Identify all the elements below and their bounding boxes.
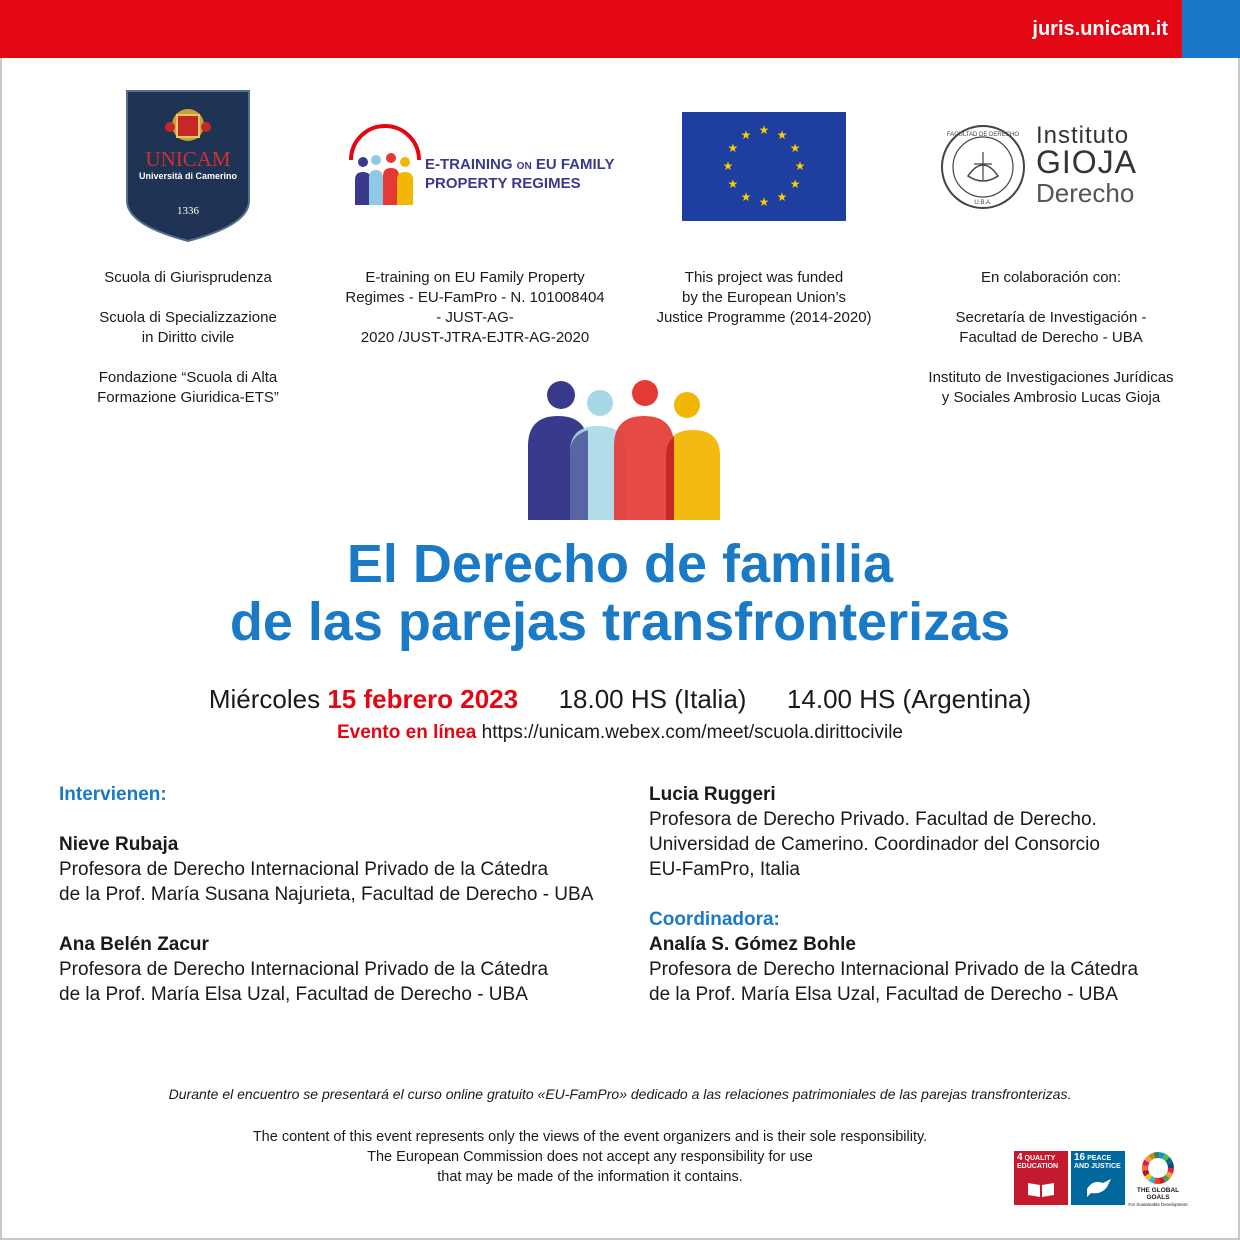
etraining-logo-line1-a: E-TRAINING — [425, 156, 513, 173]
global-goals-logo — [1128, 1151, 1188, 1211]
eu-star-icon: ★ — [758, 195, 770, 209]
caption-line: Fondazione “Scuola di Alta — [98, 369, 278, 386]
book-icon — [1026, 1179, 1056, 1199]
disclaimer-line: The European Commission does not accept any responsibility for use — [367, 1149, 813, 1165]
family-illustration — [528, 380, 720, 520]
caption-line: Scuola di Giurisprudenza — [104, 269, 272, 286]
coordinator-name: Analía S. Gómez Bohle — [649, 934, 856, 955]
eu-star-icon: ★ — [740, 190, 752, 205]
caption-gap — [58, 288, 318, 308]
gioja-seal-text: FACULTAD DE DERECHO — [946, 132, 1020, 138]
speakers-left — [59, 782, 619, 1007]
caption-line: En colaboración con: — [980, 269, 1122, 286]
coordinator-line: Profesora de Derecho Internacional Privado de la Cátedra — [649, 959, 1139, 980]
global-goals-wheel-icon — [1141, 1151, 1175, 1185]
sdg16-label: PEACE AND JUSTICE — [1074, 1155, 1121, 1170]
coordinator-line: de la Prof. María Elsa Uzal, Facultad de Derecho - UBA — [649, 984, 1118, 1005]
global-goals-line1: THE GLOBAL GOALS — [1136, 1187, 1180, 1201]
event-online — [0, 722, 1240, 744]
etraining-logo-line2: PROPERTY REGIMES — [425, 175, 581, 192]
unicam-logo-sub: Università di Camerino — [138, 171, 238, 181]
speaker-line: Profesora de Derecho Internacional Privado de la Cátedra — [59, 959, 549, 980]
caption-gioja — [900, 268, 1202, 408]
eu-star-icon: ★ — [789, 177, 801, 191]
caption-line: Justice Programme (2014-2020) — [656, 309, 872, 326]
sdg16-number: 16 — [1074, 1152, 1086, 1163]
caption-line: in Diritto civile — [141, 329, 235, 346]
caption-unicam — [58, 268, 318, 408]
caption-gap — [58, 348, 318, 368]
eu-flag — [682, 112, 846, 221]
event-date: 15 febrero 2023 — [327, 684, 519, 714]
intervienen-heading: Intervienen: — [59, 784, 167, 805]
caption-line: Instituto de Investigaciones Jurídicas — [928, 369, 1174, 386]
global-goals-line2: For Sustainable Development — [1128, 1202, 1188, 1207]
coordinadora-heading: Coordinadora: — [649, 909, 780, 930]
sdg4-badge — [1014, 1151, 1068, 1205]
disclaimer-line: The content of this event represents only the views of the event organizers and is their sole responsibility. — [252, 1129, 928, 1145]
speaker-line: Profesora de Derecho Internacional Privado de la Cátedra — [59, 859, 549, 880]
caption-line: E-training on EU Family Property — [365, 269, 585, 286]
event-title-line2: de las parejas transfronterizas — [229, 592, 1011, 652]
speaker-name: Lucia Ruggeri — [649, 784, 776, 805]
unicam-logo — [125, 89, 251, 243]
online-url[interactable]: https://unicam.webex.com/meet/scuola.dirittocivile — [481, 722, 903, 743]
etraining-logo-line1-b: ON — [516, 161, 532, 172]
gioja-line3: Derecho — [1036, 178, 1135, 208]
speaker-name: Nieve Rubaja — [59, 834, 179, 855]
caption-line: Formazione Giuridica-ETS” — [97, 389, 279, 406]
gioja-line1: Instituto — [1036, 122, 1130, 149]
eu-star-icon: ★ — [794, 159, 806, 173]
eu-star-icon: ★ — [758, 123, 770, 137]
event-time-italy: 18.00 HS (Italia) — [558, 684, 747, 714]
gioja-line2: GIOJA — [1036, 144, 1138, 180]
caption-line: by the European Union’s — [681, 289, 846, 306]
speaker-line: de la Prof. María Susana Najurieta, Facultad de Derecho - UBA — [59, 884, 594, 905]
top-bar-blue-square — [1182, 0, 1240, 58]
site-url[interactable]: juris.unicam.it — [1032, 18, 1168, 40]
caption-line: 2020 /JUST-JTRA-EJTR-AG-2020 — [360, 329, 590, 346]
eu-star-icon: ★ — [740, 127, 752, 142]
caption-line: Secretaría de Investigación - — [955, 309, 1147, 326]
unicam-logo-name: UNICAM — [145, 147, 231, 171]
caption-line: This project was funded — [684, 269, 844, 286]
speaker-line: Universidad de Camerino. Coordinador del Consorcio — [649, 834, 1100, 855]
etraining-logo — [345, 120, 615, 212]
speaker-line: de la Prof. María Elsa Uzal, Facultad de Derecho - UBA — [59, 984, 528, 1005]
caption-gap — [900, 288, 1202, 308]
eu-star-icon: ★ — [776, 127, 788, 142]
speaker-line: EU-FamPro, Italia — [649, 859, 800, 880]
event-time-argentina: 14.00 HS (Argentina) — [786, 684, 1032, 714]
sdg16-badge — [1071, 1151, 1125, 1205]
gioja-logo — [940, 122, 1160, 212]
speaker-line: Profesora de Derecho Privado. Facultad de Derecho. — [649, 809, 1097, 830]
eu-disclaimer — [200, 1127, 980, 1187]
eu-star-icon: ★ — [722, 159, 734, 173]
event-title-line1: El Derecho de familia — [346, 534, 894, 594]
caption-eu — [630, 268, 898, 328]
speaker-gap — [59, 907, 619, 932]
caption-etraining — [330, 268, 620, 348]
eu-star-icon: ★ — [727, 141, 739, 155]
sdg4-label: QUALITY EDUCATION — [1017, 1155, 1059, 1170]
speaker-gap — [649, 882, 1189, 907]
eu-star-icon: ★ — [789, 141, 801, 155]
disclaimer-line: that may be made of the information it contains. — [437, 1169, 743, 1185]
event-dateline — [0, 684, 1240, 715]
unicam-logo-year: 1336 — [177, 205, 199, 217]
caption-line: Facultad de Derecho - UBA — [959, 329, 1143, 346]
caption-line: y Sociales Ambrosio Lucas Gioja — [941, 389, 1161, 406]
gioja-seal-bottom: U.B.A. — [974, 200, 992, 206]
top-bar — [0, 0, 1240, 58]
dove-icon — [1083, 1177, 1113, 1199]
event-day: Miércoles — [208, 684, 321, 714]
eu-star-icon: ★ — [727, 177, 739, 191]
course-note: Durante el encuentro se presentará el curso online gratuito «EU-FamPro» dedicado a las relaciones patrimoniales de las parejas transfronterizas. — [168, 1086, 1072, 1102]
caption-line: Scuola di Specializzazione — [99, 309, 277, 326]
online-label: Evento en línea — [337, 722, 477, 743]
speaker-name: Ana Belén Zacur — [59, 934, 209, 955]
etraining-logo-line1-c: EU FAMILY — [535, 156, 615, 173]
caption-line: - JUST-AG- — [436, 309, 514, 326]
caption-gap — [900, 348, 1202, 368]
sdg4-number: 4 — [1017, 1152, 1023, 1163]
eu-star-icon: ★ — [776, 190, 788, 205]
speakers-right — [649, 782, 1189, 1007]
caption-line: Regimes - EU-FamPro - N. 101008404 — [345, 289, 605, 306]
speaker-gap — [59, 807, 619, 832]
